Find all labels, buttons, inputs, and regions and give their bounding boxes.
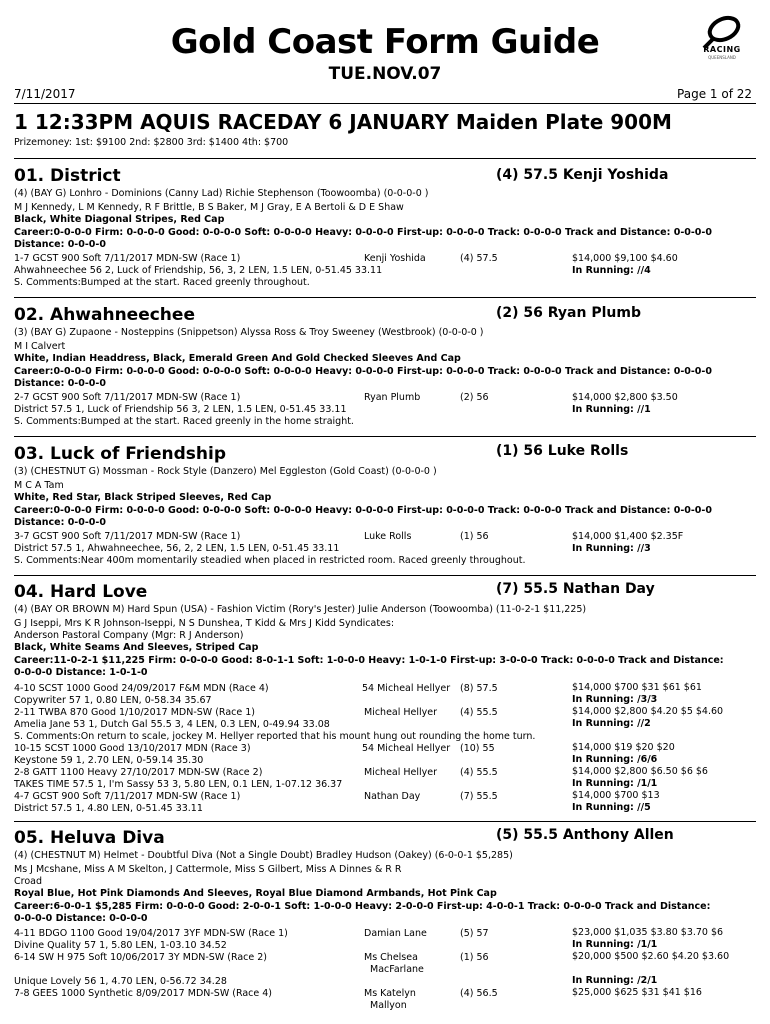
horse-career: Career:0-0-0-0 Firm: 0-0-0-0 Good: 0-0-0-0 Soft: 0-0-0-0 Heavy: 0-0-0-0 First-up: 0-0-0-0 Track: 0-0-0-0 Track and Distance: 0-0-0-0 (14, 366, 712, 377)
run-jockey-cont: MacFarlane (370, 964, 424, 975)
horse-breeding: (3) (CHESTNUT G) Mossman - Rock Style (Danzero) Mel Eggleston (Gold Coast) (0-0-0-0 ) (14, 466, 437, 477)
horse-owners-cont: Croad (14, 876, 42, 887)
horse-career: Career:0-0-0-0 Firm: 0-0-0-0 Good: 0-0-0-0 Soft: 0-0-0-0 Heavy: 0-0-0-0 First-up: 0-0-0-0 Track: 0-0-0-0 Track and Distance: 0-0-0-0 (14, 505, 712, 516)
run-summary: 2-11 TWBA 870 Good 1/10/2017 MDN-SW (Race 1) (14, 707, 255, 718)
run-result: District 57.5 1, Ahwahneechee, 56, 2, 2 LEN, 1.5 LEN, 0-51.45 33.11 (14, 543, 340, 554)
run-jockey: 54 Micheal Hellyer (362, 743, 451, 754)
race-prizemoney: Prizemoney: 1st: $9100 2nd: $2800 3rd: $1400 4th: $700 (14, 137, 289, 148)
run-barrier-weight: (4) 56.5 (460, 988, 498, 999)
horse-divider (14, 821, 756, 822)
horse-career: Career:0-0-0-0 Firm: 0-0-0-0 Good: 0-0-0-0 Soft: 0-0-0-0 Heavy: 0-0-0-0 First-up: 0-0-0-0 Track: 0-0-0-0 Track and Distance: 0-0-0-0 (14, 227, 712, 238)
horse-owners: G J Iseppi, Mrs K R Johnson-Iseppi, N S Dunshea, T Kidd & Mrs J Kidd Syndicates: (14, 618, 395, 629)
horse-owners: M I Calvert (14, 341, 66, 352)
run-barrier-weight: (1) 56 (460, 531, 489, 542)
run-in-running: In Running: /1/1 (572, 939, 658, 950)
run-in-running: In Running: /6/6 (572, 754, 658, 765)
run-barrier-weight: (4) 55.5 (460, 707, 498, 718)
run-barrier-weight: (7) 55.5 (460, 791, 498, 802)
run-result: District 57.5 1, Luck of Friendship 56 3, 2 LEN, 1.5 LEN, 0-51.45 33.11 (14, 404, 347, 415)
run-result: District 57.5 1, 4.80 LEN, 0-51.45 33.11 (14, 803, 203, 814)
run-prize: $14,000 $9,100 $4.60 (572, 253, 678, 264)
race-title: 1 12:33PM AQUIS RACEDAY 6 JANUARY Maiden Plate 900M (14, 110, 672, 134)
run-barrier-weight: (1) 56 (460, 952, 489, 963)
horse-colours: White, Red Star, Black Striped Sleeves, Red Cap (14, 492, 272, 503)
run-summary: 7-8 GEES 1000 Synthetic 8/09/2017 MDN-SW (Race 4) (14, 988, 272, 999)
horse-owners-syndicate: Anderson Pastoral Company (Mgr: R J Anderson) (14, 630, 244, 641)
horse-colours: Black, White Seams And Sleeves, Striped Cap (14, 642, 259, 653)
run-in-running: In Running: //4 (572, 265, 651, 276)
horse-owners: M C A Tam (14, 480, 64, 491)
horse-name: 02. Ahwahneechee (14, 305, 195, 325)
run-in-running: In Running: /1/1 (572, 778, 658, 789)
logo-text: RACING (703, 45, 741, 54)
header-date-small: 7/11/2017 (14, 87, 76, 101)
run-result: Amelia Jane 53 1, Dutch Gal 55.5 3, 4 LEN, 0.3 LEN, 0-49.94 33.08 (14, 719, 330, 730)
run-barrier-weight: (8) 57.5 (460, 683, 498, 694)
run-result: Keystone 59 1, 2.70 LEN, 0-59.14 35.30 (14, 755, 204, 766)
run-in-running: In Running: //3 (572, 543, 651, 554)
run-summary: 1-7 GCST 900 Soft 7/11/2017 MDN-SW (Race 1) (14, 253, 241, 264)
run-barrier-weight: (5) 57 (460, 928, 489, 939)
horse-owners: M J Kennedy, L M Kennedy, R F Brittle, B S Baker, M J Gray, E A Bertoli & D E Shaw (14, 202, 404, 213)
horse-barrier-weight-jockey: (2) 56 Ryan Plumb (496, 305, 641, 321)
horse-barrier-weight-jockey: (4) 57.5 Kenji Yoshida (496, 167, 669, 183)
run-result: Divine Quality 57 1, 5.80 LEN, 1-03.10 34.52 (14, 940, 227, 951)
run-result: TAKES TIME 57.5 1, I'm Sassy 53 3, 5.80 LEN, 0.1 LEN, 1-07.12 36.37 (14, 779, 343, 790)
horse-divider (14, 158, 756, 159)
horse-barrier-weight-jockey: (7) 55.5 Nathan Day (496, 581, 655, 597)
horse-breeding: (4) (BAY G) Lonhro - Dominions (Canny Lad) Richie Stephenson (Toowoomba) (0-0-0-0 ) (14, 188, 429, 199)
run-jockey: Ryan Plumb (364, 392, 421, 403)
run-jockey: Damian Lane (364, 928, 427, 939)
run-jockey: Luke Rolls (364, 531, 412, 542)
run-in-running: In Running: //5 (572, 802, 651, 813)
run-summary: 2-8 GATT 1100 Heavy 27/10/2017 MDN-SW (Race 2) (14, 767, 263, 778)
horse-name: 04. Hard Love (14, 582, 148, 602)
run-jockey: Kenji Yoshida (364, 253, 426, 264)
run-prize: $14,000 $700 $13 (572, 790, 660, 801)
run-summary: 4-11 BDGO 1100 Good 19/04/2017 3YF MDN-SW (Race 1) (14, 928, 288, 939)
run-summary: 3-7 GCST 900 Soft 7/11/2017 MDN-SW (Race 1) (14, 531, 241, 542)
horse-colours: Royal Blue, Hot Pink Diamonds And Sleeves, Royal Blue Diamond Armbands, Hot Pink Cap (14, 888, 497, 899)
run-summary: 4-7 GCST 900 Soft 7/11/2017 MDN-SW (Race 1) (14, 791, 241, 802)
run-in-running: In Running: //1 (572, 404, 651, 415)
run-prize: $14,000 $2,800 $4.20 $5 $4.60 (572, 706, 724, 717)
horse-divider (14, 436, 756, 437)
run-summary: 10-15 SCST 1000 Good 13/10/2017 MDN (Race 3) (14, 743, 251, 754)
horse-colours: White, Indian Headdress, Black, Emerald Green And Gold Checked Sleeves And Cap (14, 353, 461, 364)
run-in-running: In Running: //2 (572, 718, 651, 729)
page-title: Gold Coast Form Guide (170, 22, 600, 62)
run-jockey: Ms Chelsea (364, 952, 418, 963)
run-result: Ahwahneechee 56 2, Luck of Friendship, 56, 3, 2 LEN, 1.5 LEN, 0-51.45 33.11 (14, 265, 383, 276)
run-prize: $14,000 $2,800 $3.50 (572, 392, 678, 403)
header-divider (14, 103, 756, 104)
horse-career: Career:11-0-2-1 $11,225 Firm: 0-0-0-0 Good: 8-0-1-1 Soft: 1-0-0-0 Heavy: 1-0-1-0 First-up: 3-0-0-0 Track: 0-0-0-0 Track and Distance: (14, 655, 724, 666)
horse-divider (14, 575, 756, 576)
run-barrier-weight: (10) 55 (460, 743, 495, 754)
run-prize: $14,000 $1,400 $2.35F (572, 531, 684, 542)
run-prize: $25,000 $625 $31 $41 $16 (572, 987, 702, 998)
run-result: Copywriter 57 1, 0.80 LEN, 0-58.34 35.67 (14, 695, 212, 706)
horse-owners: Ms J Mcshane, Miss A M Skelton, J Cattermole, Miss S Gilbert, Miss A Dinnes & R R (14, 864, 402, 875)
run-prize: $23,000 $1,035 $3.80 $3.70 $6 (572, 927, 724, 938)
horse-career: Career:6-0-0-1 $5,285 Firm: 0-0-0-0 Good: 2-0-0-1 Soft: 1-0-0-0 Heavy: 2-0-0-0 First-up: 4-0-0-1 Track: 0-0-0-0 Track and Distance: (14, 901, 711, 912)
horse-name: 03. Luck of Friendship (14, 444, 227, 464)
run-jockey: Nathan Day (364, 791, 421, 802)
horse-career-distance: Distance: 0-0-0-0 (14, 239, 106, 250)
run-summary: 2-7 GCST 900 Soft 7/11/2017 MDN-SW (Race 1) (14, 392, 241, 403)
horse-career-distance: Distance: 0-0-0-0 (14, 517, 106, 528)
horse-breeding: (4) (CHESTNUT M) Helmet - Doubtful Diva (Not a Single Doubt) Bradley Hudson (Oakey) (6-0-0-1 $5,285) (14, 850, 513, 861)
run-in-running: In Running: /3/3 (572, 694, 658, 705)
horse-colours: Black, White Diagonal Stripes, Red Cap (14, 214, 225, 225)
horse-career-distance: 0-0-0-0 Distance: 0-0-0-0 (14, 913, 148, 924)
run-summary: 6-14 SW H 975 Soft 10/06/2017 3Y MDN-SW (Race 2) (14, 952, 267, 963)
header-date: TUE.NOV.07 (328, 64, 442, 84)
horse-career-distance: Distance: 0-0-0-0 (14, 378, 106, 389)
horse-breeding: (3) (BAY G) Zupaone - Nosteppins (Snippetson) Alyssa Ross & Troy Sweeney (Westbrook) (0-0-0-0 ) (14, 327, 484, 338)
run-comments: S. Comments:Near 400m momentarily steadied when placed in restricted room. Raced greenly throughout. (14, 555, 526, 566)
run-jockey: Micheal Hellyer (364, 707, 438, 718)
run-prize: $20,000 $500 $2.60 $4.20 $3.60 (572, 951, 730, 962)
run-in-running: In Running: /2/1 (572, 975, 658, 986)
run-prize: $14,000 $2,800 $6.50 $6 $6 (572, 766, 708, 777)
run-comments: S. Comments:Bumped at the start. Raced greenly in the home straight. (14, 416, 354, 427)
run-barrier-weight: (4) 57.5 (460, 253, 498, 264)
page-number: Page 1 of 22 (677, 87, 752, 101)
horse-career-distance: 0-0-0-0 Distance: 1-0-1-0 (14, 667, 148, 678)
run-prize: $14,000 $700 $31 $61 $61 (572, 682, 702, 693)
horse-breeding: (4) (BAY OR BROWN M) Hard Spun (USA) - Fashion Victim (Rory's Jester) Julie Anderson (Toowoomba) (11-0-2-1 $11,225) (14, 604, 587, 615)
run-comments: S. Comments:On return to scale, jockey M. Hellyer reported that his mount hung out rounding the home turn. (14, 731, 536, 742)
run-result: Unique Lovely 56 1, 4.70 LEN, 0-56.72 34.28 (14, 976, 227, 987)
run-summary: 4-10 SCST 1000 Good 24/09/2017 F&M MDN (Race 4) (14, 683, 269, 694)
horse-name: 01. District (14, 166, 121, 186)
run-jockey-cont: Mallyon (370, 1000, 407, 1011)
run-barrier-weight: (4) 55.5 (460, 767, 498, 778)
run-jockey: 54 Micheal Hellyer (362, 683, 451, 694)
horse-barrier-weight-jockey: (5) 55.5 Anthony Allen (496, 827, 674, 843)
horse-divider (14, 297, 756, 298)
run-jockey: Ms Katelyn (364, 988, 416, 999)
horse-barrier-weight-jockey: (1) 56 Luke Rolls (496, 443, 629, 459)
run-jockey: Micheal Hellyer (364, 767, 438, 778)
run-barrier-weight: (2) 56 (460, 392, 489, 403)
run-prize: $14,000 $19 $20 $20 (572, 742, 675, 753)
logo-subtext: QUEENSLAND (708, 55, 736, 60)
horse-name: 05. Heluva Diva (14, 828, 165, 848)
run-comments: S. Comments:Bumped at the start. Raced greenly throughout. (14, 277, 310, 288)
